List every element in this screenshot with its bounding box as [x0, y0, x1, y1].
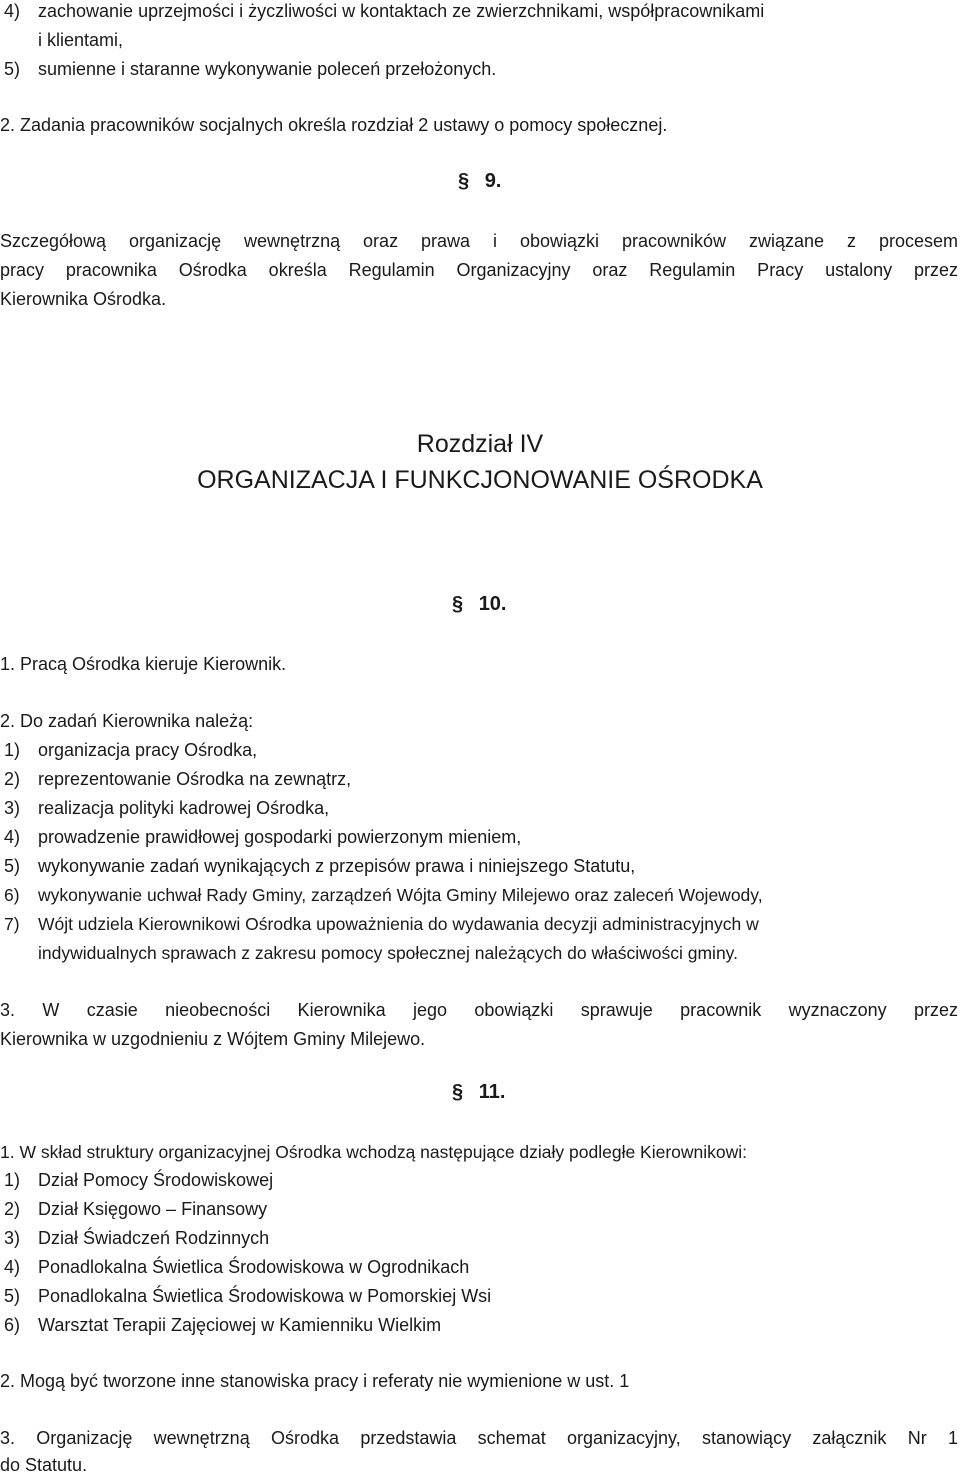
list-item-number: 4): [4, 1, 21, 21]
chapter-title: Rozdział IV: [416, 430, 544, 458]
list-item-number: 1): [4, 1170, 21, 1190]
list-item-number: 5): [4, 856, 21, 876]
list-item-text: zachowanie uprzejmości i życzliwości w kontaktach ze zwierzchnikami, współpracownikami: [38, 1, 765, 21]
list-item: [0, 794, 960, 823]
list-item-text-continuation: indywidualnych sprawach z zakresu pomocy społecznej należących do właściwości gminy.: [38, 943, 738, 963]
list-item-number: 4): [4, 827, 21, 847]
list-item-number: 5): [4, 59, 21, 79]
chapter-subtitle: ORGANIZACJA I FUNKCJONOWANIE OŚRODKA: [197, 466, 763, 494]
paragraph-line: 3. Organizację wewnętrzną Ośrodka przedstawia schemat organizacyjny, stanowiący załącznik Nr 1: [0, 1428, 958, 1448]
list-item-text: organizacja pracy Ośrodka,: [38, 740, 258, 760]
list-item: [0, 1282, 960, 1311]
list-item-text: wykonywanie uchwał Rady Gminy, zarządzeń Wójta Gminy Milejewo oraz zaleceń Wojewody,: [38, 885, 763, 905]
list-item: [0, 736, 960, 765]
list-item-text: Dział Świadczeń Rodzinnych: [38, 1228, 270, 1248]
paragraph: 2. Do zadań Kierownika należą:: [0, 711, 254, 731]
list-item: [0, 0, 960, 57]
list-item-text: Dział Pomocy Środowiskowej: [38, 1170, 274, 1190]
list-item-text: Wójt udziela Kierownikowi Ośrodka upoważnienia do wydawania decyzji administracyjnych w: [38, 914, 759, 934]
list-item: [0, 881, 960, 910]
paragraph-line: do Statutu.: [0, 1455, 88, 1475]
paragraph: 2. Mogą być tworzone inne stanowiska pracy i referaty nie wymienione w ust. 1: [0, 1371, 630, 1391]
paragraph-line: 3. W czasie nieobecności Kierownika jego obowiązki sprawuje pracownik wyznaczony przez: [0, 1000, 958, 1020]
list-item-text: Dział Księgowo – Finansowy: [38, 1199, 268, 1219]
section-heading-9: [458, 170, 501, 193]
section-heading-10: [452, 593, 507, 616]
list-item-text: sumienne i staranne wykonywanie poleceń przełożonych.: [38, 59, 497, 79]
paragraph: 1. W skład struktury organizacyjnej Ośrodka wchodzą następujące działy podległe Kierownikowi:: [0, 1142, 748, 1162]
list-item-number: 1): [4, 740, 21, 760]
list-item-text: reprezentowanie Ośrodka na zewnątrz,: [38, 769, 352, 789]
list-item-text: Warsztat Terapii Zajęciowej w Kamienniku Wielkim: [38, 1315, 442, 1335]
list-item-text-continuation: i klientami,: [38, 30, 124, 50]
section-symbol: §: [458, 170, 470, 192]
list-item-text: Ponadlokalna Świetlica Środowiskowa w Pomorskiej Wsi: [38, 1286, 492, 1306]
list-item-text: Ponadlokalna Świetlica Środowiskowa w Ogrodnikach: [38, 1257, 470, 1277]
list-item: [0, 852, 960, 881]
paragraph-line: Kierownika w uzgodnieniu z Wójtem Gminy Milejewo.: [0, 1029, 426, 1049]
list-item: [0, 1166, 960, 1195]
section-number: 11.: [478, 1081, 506, 1103]
paragraph-line: pracy pracownika Ośrodka określa Regulamin Organizacyjny oraz Regulamin Pracy ustalony przez: [0, 260, 958, 280]
section-symbol: §: [452, 593, 464, 615]
list-item: [0, 55, 960, 84]
list-item: [0, 823, 960, 852]
section-symbol: §: [452, 1081, 464, 1103]
section-heading-11: [452, 1081, 505, 1104]
list-item: [0, 1195, 960, 1224]
paragraph: 1. Pracą Ośrodka kieruje Kierownik.: [0, 654, 287, 674]
list-item-number: 3): [4, 798, 21, 818]
section-number: 9.: [484, 170, 502, 192]
list-item: [0, 1224, 960, 1253]
list-item-text: realizacja polityki kadrowej Ośrodka,: [38, 798, 330, 818]
list-item: [0, 1253, 960, 1282]
list-item: [0, 1311, 960, 1340]
list-item-number: 3): [4, 1228, 21, 1248]
list-item-number: 2): [4, 769, 21, 789]
list-item-number: 5): [4, 1286, 21, 1306]
list-item-number: 6): [4, 885, 20, 905]
paragraph-line: Kierownika Ośrodka.: [0, 289, 167, 309]
list-item-number: 4): [4, 1257, 21, 1277]
list-item: [0, 765, 960, 794]
list-item-text: prowadzenie prawidłowej gospodarki powierzonym mieniem,: [38, 827, 522, 847]
list-item-number: 7): [4, 914, 20, 934]
paragraph-line: Szczegółową organizację wewnętrzną oraz prawa i obowiązki pracowników związane z procesem: [0, 231, 958, 251]
list-item-number: 6): [4, 1315, 21, 1335]
list-item: [0, 910, 960, 968]
section-number: 10.: [478, 593, 507, 615]
list-item-number: 2): [4, 1199, 21, 1219]
paragraph: 2. Zadania pracowników socjalnych określa rozdział 2 ustawy o pomocy społecznej.: [0, 115, 668, 135]
list-item-text: wykonywanie zadań wynikających z przepisów prawa i niniejszego Statutu,: [38, 856, 636, 876]
